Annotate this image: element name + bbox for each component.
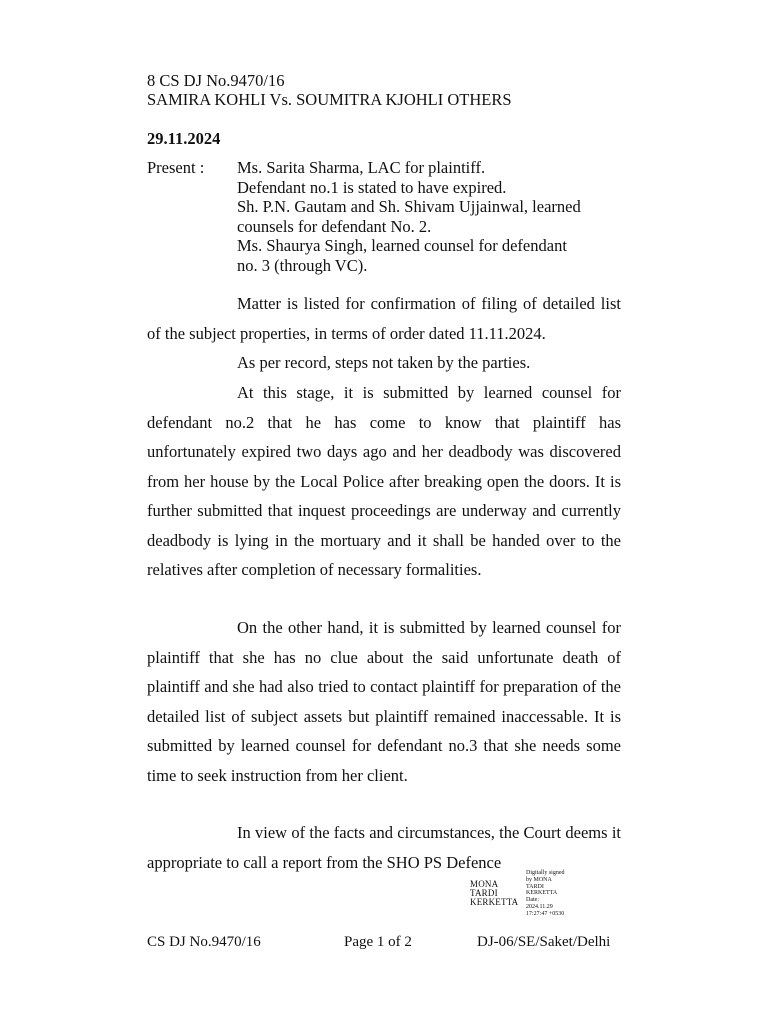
signature-detail-line: Date: — [526, 897, 539, 904]
paragraph-3 — [147, 378, 621, 585]
present-label: Present : — [147, 158, 205, 177]
paragraph-text: At this stage, it is submitted by learned counsel for defendant no.2 that he has come to know that plaintiff has unfortunately expired two days ago and her deadbody was discovered from her house by the Local Police after breaking open the doors. It is further submitted that inquest proceedings are underway and currently deadbody is lying in the mortuary and it shall be handed over to the relatives after completion of necessary formalities. — [147, 383, 621, 579]
signer-name — [470, 880, 518, 907]
paragraph-text: As per record, steps not taken by the parties. — [237, 353, 531, 372]
paragraph-text: Matter is listed for confirmation of filing of detailed list of the subject properties, in terms of order dated 11.11.2024. — [147, 294, 621, 343]
present-line: Sh. P.N. Gautam and Sh. Shivam Ujjainwal, learned — [237, 197, 581, 216]
digital-signature-block — [470, 870, 600, 918]
paragraph-text: In view of the facts and circumstances, the Court deems it appropriate to call a report from the SHO PS Defence — [147, 823, 621, 872]
signature-detail-line: TARDI — [526, 883, 544, 890]
paragraph-4 — [147, 613, 621, 790]
present-list — [237, 158, 622, 275]
signature-detail-line: KERKETTA — [526, 890, 558, 897]
present-line: no. 3 (through VC). — [237, 255, 368, 275]
order-date: 29.11.2024 — [147, 129, 221, 148]
case-number-line: 8 CS DJ No.9470/16 — [147, 71, 285, 90]
signer-name-line: KERKETTA — [470, 897, 519, 907]
signature-detail-line: by MONA — [526, 876, 552, 883]
paragraph-2 — [147, 348, 621, 378]
case-parties-line: SAMIRA KOHLI Vs. SOUMITRA KJOHLI OTHERS — [147, 90, 512, 109]
footer-court-code: DJ-06/SE/Saket/Delhi — [477, 934, 611, 950]
paragraph-1 — [147, 289, 621, 348]
footer-case-number: CS DJ No.9470/16 — [147, 934, 261, 950]
present-line: Ms. Sarita Sharma, LAC for plaintiff. — [237, 158, 486, 177]
present-line: Ms. Shaurya Singh, learned counsel for defendant — [237, 236, 567, 255]
present-line: counsels for defendant No. 2. — [237, 216, 432, 236]
signer-name-line: TARDI — [470, 888, 498, 898]
signature-detail-line: 2024.11.29 — [526, 903, 553, 910]
signer-name-line: MONA — [470, 879, 499, 889]
signature-detail-line: Digitally signed — [526, 870, 565, 876]
paragraph-text: On the other hand, it is submitted by learned counsel for plaintiff that she has no clue about the said unfortunate death of plaintiff and she had also tried to contact plaintiff for preparation of the detailed list of subject assets but plaintiff remained inaccessable. It is submitted by learned counsel for defendant no.3 that she needs some time to seek instruction from her client. — [147, 618, 621, 785]
paragraph-5 — [147, 818, 621, 877]
footer-page-number: Page 1 of 2 — [344, 934, 412, 950]
signature-detail-line: 17:27:47 +0530 — [526, 910, 565, 917]
present-line: Defendant no.1 is stated to have expired. — [237, 177, 507, 197]
signature-details — [526, 870, 565, 918]
